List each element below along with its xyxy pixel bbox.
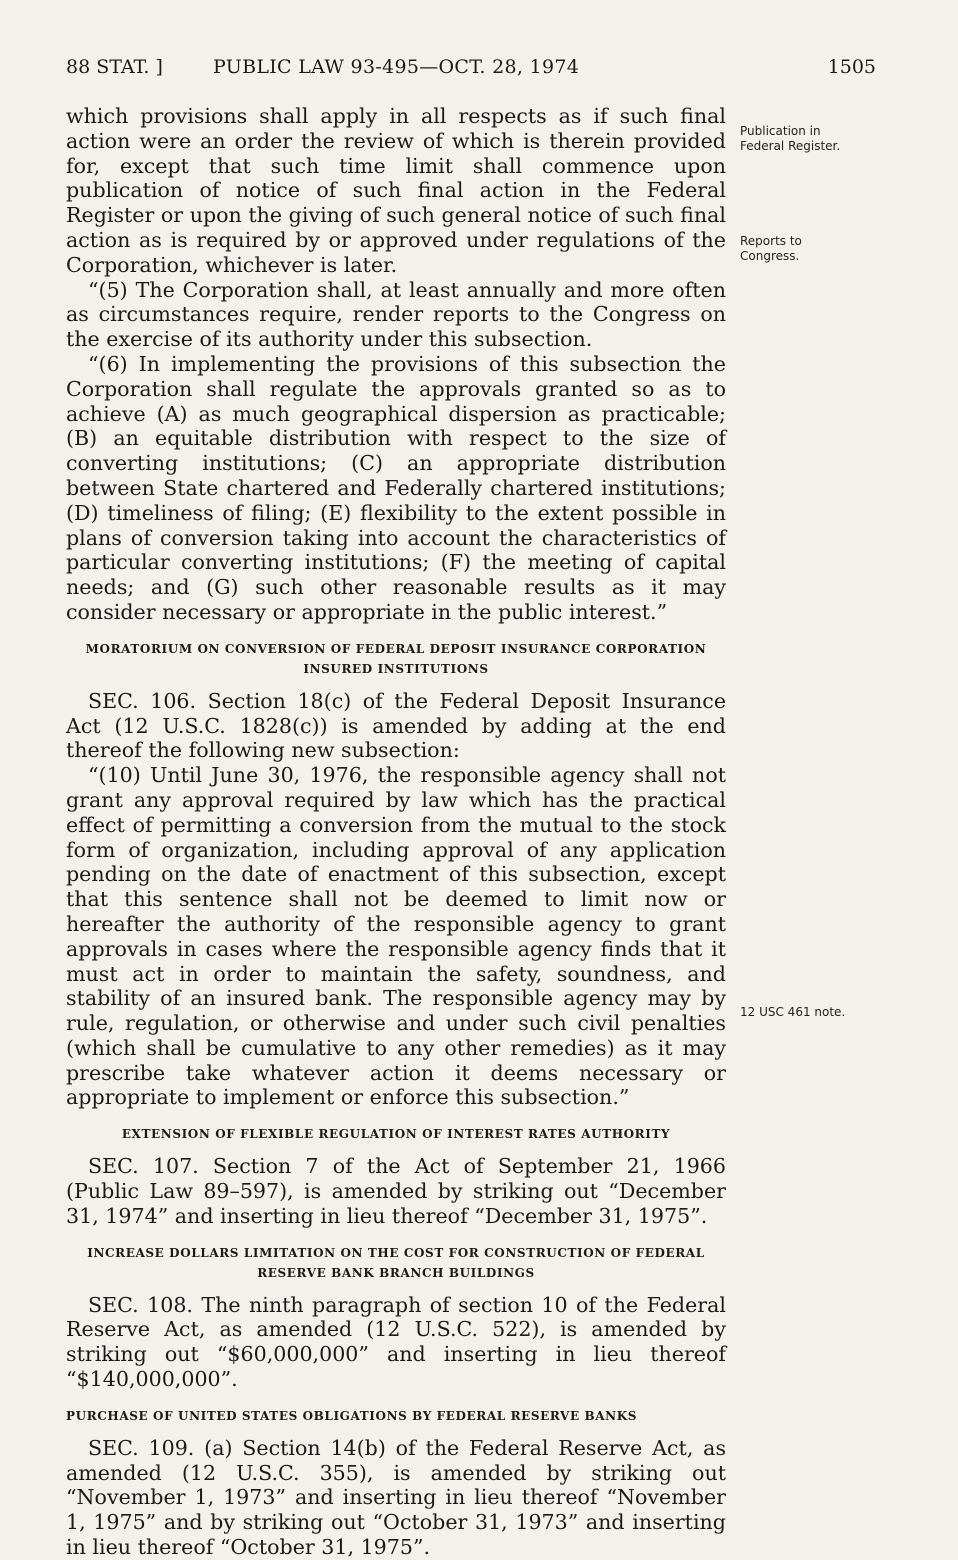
margin-note-reports: Reports to Congress.	[740, 234, 802, 263]
paragraph-continuation: which provisions shall apply in all respects as if such final action were an order the review of which is therein provided for, except that such time limit shall commence upon publication of notice of such final action in the Federal Register or upon the giving of such general notice of such final action as is required by or approved under regulations of the Corporation, whichever is later.	[66, 104, 726, 277]
section-109-label: SEC. 109.	[88, 1435, 195, 1460]
section-107-label: SEC. 107.	[88, 1154, 199, 1179]
section-107	[66, 1154, 726, 1228]
page-title: PUBLIC LAW 93-495—OCT. 28, 1974	[213, 56, 580, 78]
paragraph-5: “(5) The Corporation shall, at least annually and more often as circumstances require, render reports to the Congress on the exercise of its authority under this subsection.	[66, 277, 726, 352]
section-heading-moratorium: MORATORIUM ON CONVERSION OF FEDERAL DEPOSIT INSURANCE CORPORATION INSURED INSTITUTIONS	[85, 641, 707, 676]
section-108	[66, 1293, 726, 1392]
main-text-column	[66, 104, 726, 1560]
paragraph-6: “(6) In implementing the provisions of this subsection the Corporation shall regulate the approvals granted so as to achieve (A) as much geographical dispersion as practicable; (B) an equitable distribution with respect to the size of converting institutions; (C) an appropriate distribution between State chartered and Federally chartered institutions; (D) timeliness of filing; (E) flexibility to the extent possible in plans of conversion taking into account the characteristics of particular converting institutions; (F) the meeting of capital needs; and (G) such other reasonable results as it may consider necessary or appropriate in the public interest.”	[66, 351, 726, 624]
section-heading-interest-rates: EXTENSION OF FLEXIBLE REGULATION OF INTEREST RATES AUTHORITY	[121, 1127, 671, 1142]
section-heading-branch-buildings: INCREASE DOLLARS LIMITATION ON THE COST FOR CONSTRUCTION OF FEDERAL RESERVE BANK BRANCH BUILDINGS	[87, 1245, 705, 1280]
section-106-text: Section 18(c) of the Federal Deposit Insurance Act (12 U.S.C. 1828(c)) is amended by adding at the end thereof the following new subsection:	[66, 688, 727, 763]
section-107-text: Section 7 of the Act of September 21, 1966 (Public Law 89–597), is amended by striking out “December 31, 1974” and inserting in lieu thereof “December 31, 1975”.	[66, 1154, 726, 1228]
section-106-label: SEC. 106.	[88, 688, 197, 713]
page-header	[66, 56, 876, 86]
section-109	[66, 1436, 726, 1560]
section-109-text: (a) Section 14(b) of the Federal Reserve Act, as amended (12 U.S.C. 355), is amended by striking out “November 1, 1973” and inserting in lieu thereof “November 1, 1975” and by striking out “October 31, 1973” and inserting in lieu thereof “October 31, 1975”.	[66, 1435, 727, 1560]
margin-note-usc461: 12 USC 461 note.	[740, 1005, 846, 1019]
section-106	[66, 689, 726, 763]
statute-volume: 88 STAT. ]	[66, 56, 163, 78]
paragraph-10: “(10) Until June 30, 1976, the responsible agency shall not grant any approval required by law which has the practical effect of permitting a conversion from the mutual to the stock form of organization, including approval of any application pending on the date of enactment of this subsection, except that this sentence shall not be deemed to limit now or hereafter the authority of the responsible agency to grant approvals in cases where the responsible agency finds that it must act in order to maintain the safety, soundness, and stability of an insured bank. The responsible agency may by rule, regulation, or otherwise and under such civil penalties (which shall be cumulative to any other remedies) as it may prescribe take whatever action it deems necessary or appropriate to implement or enforce this subsection.”	[66, 763, 726, 1110]
page-number: 1505	[827, 56, 876, 78]
margin-note-publication: Publication in Federal Register.	[740, 124, 841, 153]
section-heading-obligations: PURCHASE OF UNITED STATES OBLIGATIONS BY FEDERAL RESERVE BANKS	[66, 1408, 638, 1423]
section-108-label: SEC. 108.	[88, 1292, 193, 1317]
section-108-text: The ninth paragraph of section 10 of the Federal Reserve Act, as amended (12 U.S.C. 522), is amended by striking out “$60,000,000” and inserting in lieu thereof “$140,000,000”.	[66, 1292, 726, 1392]
